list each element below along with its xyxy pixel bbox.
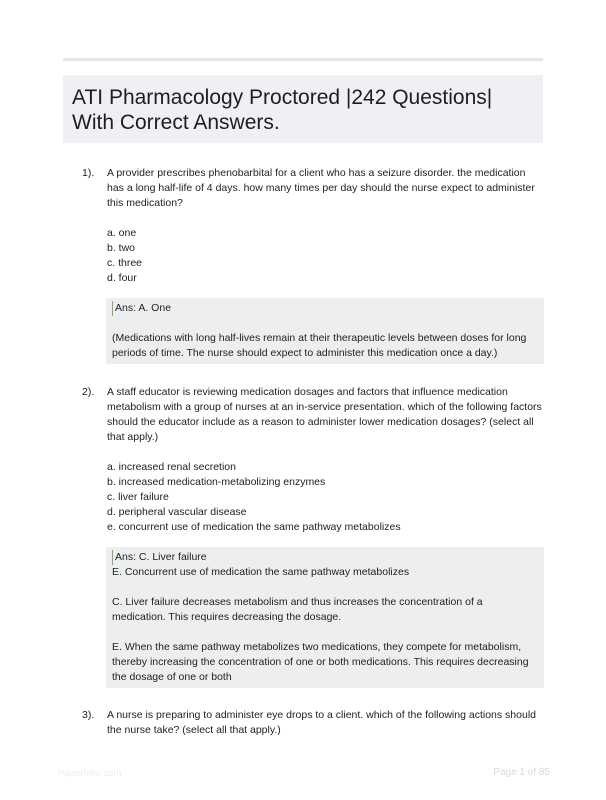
footer-site: Paperfolio.com <box>58 768 122 779</box>
option-b: b. two <box>107 242 136 254</box>
footer-page-number: Page 1 of 85 <box>493 767 550 778</box>
question-number: 3). <box>82 709 95 721</box>
top-rule <box>63 58 543 61</box>
options-list <box>107 226 544 286</box>
answer-explanation: (Medications with long half-lives remain at their therapeutic levels between doses for long periods of time. The nurse should expect to administer this medication once a day.) <box>112 332 527 359</box>
answer-explanation: E. When the same pathway metabolizes two medications, they compete for metabolism, thereby increasing the concentration of one or both medications. This requires decreasing the dosage of one or both <box>112 641 529 683</box>
option-d: d. four <box>107 272 137 284</box>
question-text: A staff educator is reviewing medication dosages and factors that influence medication metabolism with a group of nurses at an in-service presentation. which of the following factors should the educator include as a reason to administer lower medication dosages? (select all that apply.) <box>107 386 542 443</box>
question-number: 2). <box>82 386 95 398</box>
answer-line: E. Concurrent use of medication the same pathway metabolizes <box>112 566 410 578</box>
document-title: ATI Pharmacology Proctored |242 Questions| With Correct Answers. <box>72 86 493 134</box>
answer-line: Ans: A. One <box>112 301 538 316</box>
question-2 <box>82 385 544 688</box>
options-list <box>107 460 544 535</box>
option-a: a. increased renal secretion <box>107 461 236 473</box>
question-1 <box>82 166 544 364</box>
question-text: A provider prescribes phenobarbital for a client who has a seizure disorder. the medication has a long half-life of 4 days. how many times per day should the nurse expect to administer this medication? <box>107 167 535 209</box>
option-e: e. concurrent use of medication the same pathway metabolizes <box>107 521 401 533</box>
option-a: a. one <box>107 227 137 239</box>
option-d: d. peripheral vascular disease <box>107 506 247 518</box>
question-text: A nurse is preparing to administer eye drops to a client. which of the following actions should the nurse take? (select all that apply.) <box>107 709 536 736</box>
option-c: c. liver failure <box>107 491 169 503</box>
answer-box <box>106 547 544 688</box>
option-b: b. increased medication-metabolizing enzymes <box>107 476 326 488</box>
question-3 <box>82 708 544 738</box>
title-box <box>63 75 543 143</box>
question-number: 1). <box>82 167 95 179</box>
answer-box <box>106 298 544 364</box>
answer-line: Ans: C. Liver failure <box>112 550 538 565</box>
answer-explanation: C. Liver failure decreases metabolism and thus increases the concentration of a medication. This requires decreasing the dosage. <box>112 596 483 623</box>
option-c: c. three <box>107 257 143 269</box>
